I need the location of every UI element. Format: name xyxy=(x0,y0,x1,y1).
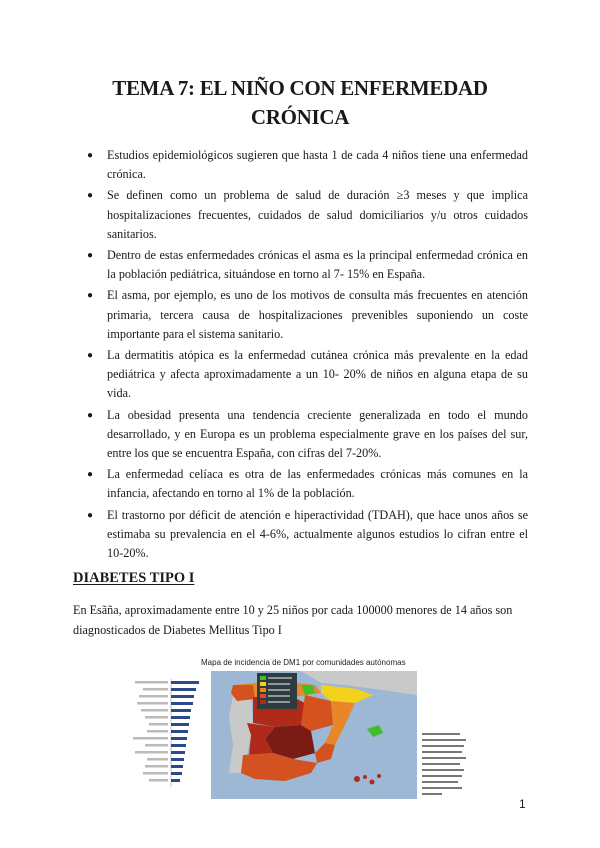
title-line-1: TEMA 7: EL NIÑO CON ENFERMEDAD xyxy=(112,76,488,100)
figure-svg xyxy=(125,655,475,800)
bar xyxy=(171,688,196,691)
map-title: Mapa de incidencia de DM1 por comunidades autónomas xyxy=(201,658,406,667)
bar-label-blur xyxy=(135,751,168,754)
bar-label-blur xyxy=(143,772,168,775)
bar xyxy=(171,765,183,768)
bullet-item xyxy=(80,406,528,464)
bullet-item xyxy=(80,506,528,564)
bar xyxy=(171,716,190,719)
citation-line-blur xyxy=(422,733,460,735)
citation-line-blur xyxy=(422,763,460,765)
bullet-dot-icon: ● xyxy=(87,350,94,362)
bar xyxy=(171,744,186,747)
bar xyxy=(171,730,188,733)
bar xyxy=(171,709,191,712)
canary-island xyxy=(377,774,381,778)
bar-label-blur xyxy=(145,716,168,719)
bar-label-blur xyxy=(137,702,168,705)
bar-chart-background xyxy=(125,675,207,795)
bar-label-blur xyxy=(147,730,168,733)
bullet-dot-icon: ● xyxy=(87,469,94,481)
bar-label-blur xyxy=(141,709,168,712)
legend-label-blur xyxy=(268,677,292,679)
citation-line-blur xyxy=(422,739,466,741)
citation-line-blur xyxy=(422,793,442,795)
page-number: 1 xyxy=(519,797,526,811)
legend-label-blur xyxy=(268,695,290,697)
title-line-2: CRÓNICA xyxy=(250,105,350,129)
bullet-text: El asma, por ejemplo, es uno de los motivos de consulta más frecuentes en atención primaria, tercera causa de hospitalizaciones prevenibles suponiendo un coste importante para el sistema sanitario. xyxy=(107,288,528,341)
bar xyxy=(171,681,199,684)
bar-label-blur xyxy=(143,688,168,691)
section-heading-diabetes: DIABETES TIPO I xyxy=(73,570,195,586)
bar xyxy=(171,758,184,761)
legend-swatch xyxy=(260,688,266,692)
map-legend xyxy=(257,673,297,709)
legend-label-blur xyxy=(268,689,290,691)
bar xyxy=(171,779,180,782)
bar-label-blur xyxy=(147,758,168,761)
bullet-item xyxy=(80,246,528,284)
bullet-item xyxy=(80,146,528,184)
bar xyxy=(171,751,185,754)
citation-line-blur xyxy=(422,757,466,759)
legend-swatch xyxy=(260,682,266,686)
bar xyxy=(171,702,193,705)
bar xyxy=(171,723,189,726)
bullet-text: La dermatitis atópica es la enfermedad cutánea crónica más prevalente en la edad pediátrica y afecta aproximadamente a un 10- 20% de niños en alguna etapa de su vida. xyxy=(107,348,528,401)
bar-label-blur xyxy=(149,779,168,782)
citation-line-blur xyxy=(422,787,462,789)
bullet-item xyxy=(80,186,528,244)
bullet-text: El trastorno por déficit de atención e hiperactividad (TDAH), que hace unos años se estimaba su prevalencia en el 4-6%, actualmente algunos estudios lo cifran entre el 10-20%. xyxy=(107,507,528,561)
bullet-text: La obesidad presenta una tendencia creciente generalizada en todo el mundo desarrollado, y en Europa es un problema especialmente grave en los países del sur, entre los que se encuentra España, con cifras del 7-20%. xyxy=(107,407,528,461)
legend-swatch xyxy=(260,700,266,704)
bullet-text: Se definen como un problema de salud de duración ≥3 meses y que implica hospitalizaciones frecuentes, cuidados de salud domiciliarios y/u otros cuidados sanitarios. xyxy=(107,188,528,241)
bullet-item xyxy=(80,286,528,344)
bar-label-blur xyxy=(133,737,168,740)
bar xyxy=(171,737,187,740)
legend-label-blur xyxy=(268,683,290,685)
bullet-dot-icon: ● xyxy=(87,150,94,161)
bullet-dot-icon: ● xyxy=(87,290,94,302)
bar-label-blur xyxy=(145,765,168,768)
legend-swatch xyxy=(260,676,266,680)
bullet-dot-icon: ● xyxy=(87,250,94,262)
citation-line-blur xyxy=(422,751,462,753)
bar-chart-panel xyxy=(125,675,207,795)
region-aragon xyxy=(301,695,333,731)
bullet-dot-icon: ● xyxy=(87,409,94,421)
bar-label-blur xyxy=(135,681,168,684)
canary-island xyxy=(354,776,360,782)
bullet-dot-icon: ● xyxy=(87,190,94,202)
citation-line-blur xyxy=(422,775,462,777)
legend-swatch xyxy=(260,694,266,698)
diabetes-paragraph: En Esãña, aproximadamente entre 10 y 25 niños por cada 100000 menores de 14 años son diagnosticados de Diabetes Mellitus Tipo I xyxy=(73,603,513,637)
bar-label-blur xyxy=(139,695,168,698)
bullet-text: Estudios epidemiológicos sugieren que hasta 1 de cada 4 niños tiene una enfermedad crónica. xyxy=(107,148,528,182)
canary-island xyxy=(370,780,375,785)
bullet-list xyxy=(80,146,528,565)
spain-map xyxy=(211,671,417,799)
citation-line-blur xyxy=(422,781,458,783)
bullet-item xyxy=(80,346,528,404)
citation-block xyxy=(422,733,466,795)
bullet-dot-icon: ● xyxy=(87,509,94,521)
citation-line-blur xyxy=(422,769,464,771)
document-title xyxy=(60,74,540,132)
bullet-item xyxy=(80,465,528,503)
canary-island xyxy=(363,775,367,779)
bar-label-blur xyxy=(149,723,168,726)
citation-line-blur xyxy=(422,745,464,747)
bar xyxy=(171,772,182,775)
bullet-text: La enfermedad celíaca es otra de las enfermedades crónicas más comunes en la infancia, afectando en torno al 1% de la población. xyxy=(107,467,528,501)
diabetes-incidence-figure xyxy=(125,655,475,800)
bullet-text: Dentro de estas enfermedades crónicas el asma es la principal enfermedad crónica en la población pediátrica, situándose en torno al 7- 15% en España. xyxy=(107,248,528,282)
bar xyxy=(171,695,194,698)
bar-label-blur xyxy=(145,744,168,747)
legend-label-blur xyxy=(268,701,290,703)
